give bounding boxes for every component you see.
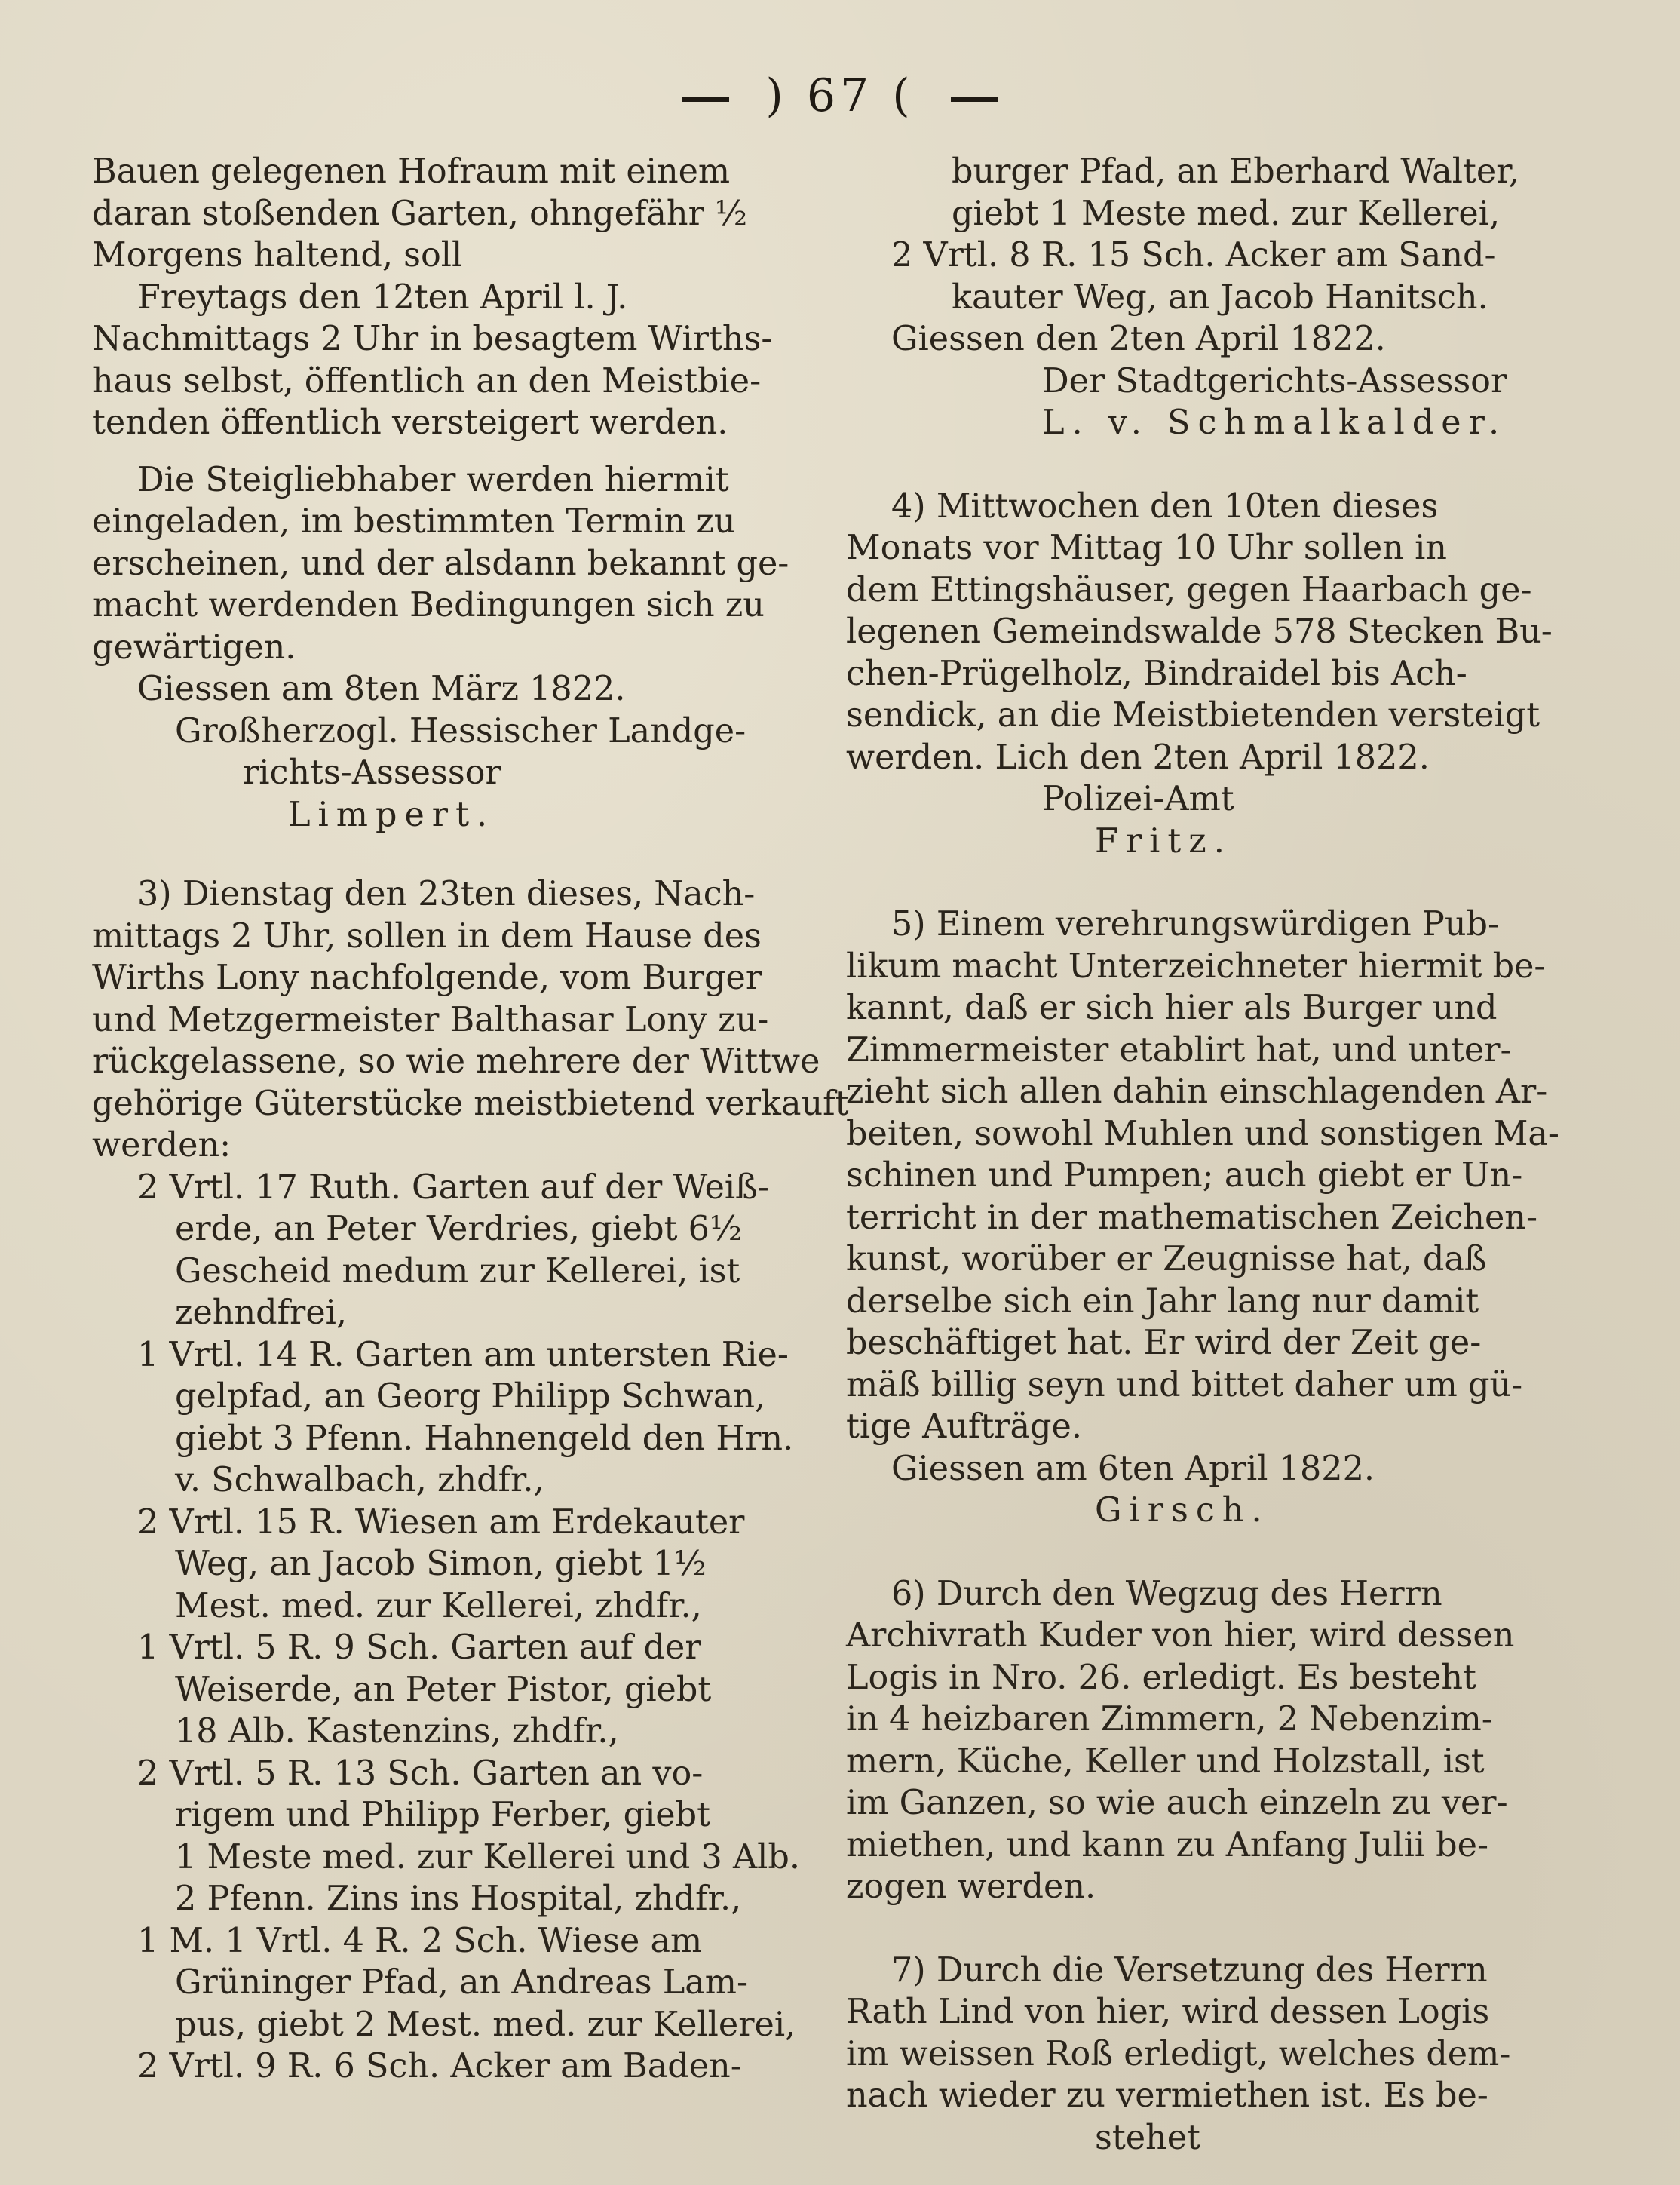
text-line: Giessen am 8ten März 1822. bbox=[137, 670, 626, 708]
text-line: Nachmittags 2 Uhr in besagtem Wirths- bbox=[92, 320, 773, 358]
paragraph-gap bbox=[846, 1908, 1593, 1950]
text-line: Freytags den 12ten April l. J. bbox=[137, 278, 628, 317]
paragraph-gap bbox=[92, 444, 823, 459]
text-line: 2 Pfenn. Zins ins Hospital, zhdfr., bbox=[175, 1880, 742, 1918]
text-line: chen-Prügelholz, Bindraidel bis Ach- bbox=[846, 654, 1467, 693]
text-line: haus selbst, öffentlich an den Meistbie- bbox=[92, 361, 762, 400]
text-line: giebt 1 Meste med. zur Kellerei, bbox=[952, 194, 1501, 233]
text-line: Mest. med. zur Kellerei, zhdfr., bbox=[175, 1586, 702, 1625]
text-line: 1 Meste med. zur Kellerei und 3 Alb. bbox=[175, 1837, 800, 1877]
text-line: Girsch. bbox=[1095, 1491, 1270, 1530]
text-line: stehet bbox=[1095, 2118, 1200, 2157]
text-line: 1 M. 1 Vrtl. 4 R. 2 Sch. Wiese am bbox=[137, 1921, 703, 1960]
text-line: eingeladen, im bestimmten Termin zu bbox=[92, 502, 736, 541]
text-line: Großherzogl. Hessischer Landge- bbox=[175, 711, 746, 750]
text-line: 1 Vrtl. 5 R. 9 Sch. Garten auf der bbox=[137, 1628, 701, 1667]
text-line: miethen, und kann zu Anfang Julii be- bbox=[846, 1825, 1489, 1864]
text-line: 2 Vrtl. 9 R. 6 Sch. Acker am Baden- bbox=[137, 2047, 742, 2085]
text-line: Giessen am 6ten April 1822. bbox=[891, 1449, 1375, 1488]
text-line: und Metzgermeister Balthasar Lony zu- bbox=[92, 1000, 769, 1039]
text-line: Archivrath Kuder von hier, wird dessen bbox=[846, 1616, 1515, 1655]
text-line: giebt 3 Pfenn. Hahnengeld den Hrn. bbox=[175, 1419, 794, 1458]
paragraph-gap bbox=[846, 444, 1593, 486]
text-line: schinen und Pumpen; auch giebt er Un- bbox=[846, 1156, 1523, 1195]
text-line: werden: bbox=[92, 1126, 231, 1165]
text-line: 2 Vrtl. 17 Ruth. Garten auf der Weiß- bbox=[137, 1168, 769, 1207]
text-line: Polizei-Amt bbox=[1042, 780, 1234, 818]
text-line: Morgens haltend, soll bbox=[92, 236, 463, 275]
text-line: 2 Vrtl. 5 R. 13 Sch. Garten an vo- bbox=[137, 1754, 704, 1793]
text-line: erscheinen, und der alsdann bekannt ge- bbox=[92, 544, 789, 583]
text-line: mern, Küche, Keller und Holzstall, ist bbox=[846, 1742, 1485, 1781]
text-line: kunst, worüber er Zeugnisse hat, daß bbox=[846, 1240, 1487, 1278]
text-line: Weg, an Jacob Simon, giebt 1½ bbox=[175, 1545, 707, 1583]
text-line: Weiserde, an Peter Pistor, giebt bbox=[175, 1670, 712, 1709]
text-line: tenden öffentlich versteigert werden. bbox=[92, 404, 728, 442]
text-line: Die Steigliebhaber werden hiermit bbox=[137, 460, 729, 499]
text-line: legenen Gemeindswalde 578 Stecken Bu- bbox=[846, 612, 1553, 651]
text-line: Wirths Lony nachfolgende, vom Burger bbox=[92, 959, 762, 997]
text-line: tige Aufträge. bbox=[846, 1407, 1082, 1446]
paragraph-gap bbox=[846, 1532, 1593, 1573]
text-line: Logis in Nro. 26. erledigt. Es besteht bbox=[846, 1658, 1476, 1697]
text-line: beschäftiget hat. Er wird der Zeit ge- bbox=[846, 1324, 1482, 1362]
text-line: daran stoßenden Garten, ohngefähr ½ bbox=[92, 194, 748, 233]
text-line: 4) Mittwochen den 10ten dieses bbox=[891, 486, 1439, 526]
text-line: Rath Lind von hier, wird dessen Logis bbox=[846, 1993, 1490, 2031]
text-line: beiten, sowohl Muhlen und sonstigen Ma- bbox=[846, 1114, 1559, 1153]
text-line: in 4 heizbaren Zimmern, 2 Nebenzim- bbox=[846, 1700, 1493, 1738]
header-dash-left bbox=[682, 97, 729, 102]
text-line: mittags 2 Uhr, sollen in dem Hause des bbox=[92, 916, 762, 956]
right-column bbox=[846, 151, 1593, 2159]
text-line: 5) Einem verehrungswürdigen Pub- bbox=[891, 905, 1500, 944]
page-header bbox=[0, 69, 1680, 122]
text-line: zogen werden. bbox=[846, 1867, 1096, 1906]
text-line: 2 Vrtl. 15 R. Wiesen am Erdekauter bbox=[137, 1502, 745, 1542]
text-line: 7) Durch die Versetzung des Herrn bbox=[891, 1950, 1488, 1990]
text-line: nach wieder zu vermiethen ist. Es be- bbox=[846, 2076, 1488, 2115]
text-line: zehndfrei, bbox=[175, 1294, 348, 1332]
text-line: rückgelassene, so wie mehrere der Wittwe bbox=[92, 1042, 820, 1081]
text-line: zieht sich allen dahin einschlagenden Ar- bbox=[846, 1073, 1548, 1111]
text-line: burger Pfad, an Eberhard Walter, bbox=[952, 152, 1519, 191]
text-line: richts-Assessor bbox=[243, 753, 501, 792]
text-line: im weissen Roß erledigt, welches dem- bbox=[846, 2034, 1511, 2073]
text-line: erde, an Peter Verdries, giebt 6½ bbox=[175, 1210, 743, 1248]
text-line: gewärtigen. bbox=[92, 628, 296, 667]
header-dash-right bbox=[951, 97, 998, 102]
text-line: macht werdenden Bedingungen sich zu bbox=[92, 586, 765, 625]
text-line: kauter Weg, an Jacob Hanitsch. bbox=[952, 278, 1488, 317]
text-line: L. v. Schmalkalder. bbox=[1042, 404, 1507, 442]
text-line: Limpert. bbox=[288, 795, 495, 834]
text-line: 1 Vrtl. 14 R. Garten am untersten Rie- bbox=[137, 1335, 789, 1374]
text-line: Gescheid medum zur Kellerei, ist bbox=[175, 1251, 740, 1290]
left-column bbox=[92, 151, 849, 2088]
text-line: gelpfad, an Georg Philipp Schwan, bbox=[175, 1377, 766, 1416]
text-line: kannt, daß er sich hier als Burger und bbox=[846, 989, 1498, 1027]
text-line: dem Ettingshäuser, gegen Haarbach ge- bbox=[846, 570, 1532, 609]
text-line: pus, giebt 2 Mest. med. zur Kellerei, bbox=[175, 2005, 796, 2044]
text-line: rigem und Philipp Ferber, giebt bbox=[175, 1796, 711, 1834]
text-line: 18 Alb. Kastenzins, zhdfr., bbox=[175, 1712, 619, 1751]
text-line: 6) Durch den Wegzug des Herrn bbox=[891, 1574, 1442, 1613]
text-line: derselbe sich ein Jahr lang nur damit bbox=[846, 1281, 1479, 1321]
text-line: terricht in der mathematischen Zeichen- bbox=[846, 1198, 1537, 1237]
text-line: Monats vor Mittag 10 Uhr sollen in bbox=[846, 529, 1447, 567]
text-line: Zimmermeister etablirt hat, und unter- bbox=[846, 1030, 1512, 1069]
text-line: likum macht Unterzeichneter hiermit be- bbox=[846, 947, 1546, 986]
paragraph-gap bbox=[92, 836, 823, 873]
paragraph-gap bbox=[846, 862, 1593, 904]
text-line: 3) Dienstag den 23ten dieses, Nach- bbox=[137, 875, 756, 913]
text-line: Fritz. bbox=[1095, 821, 1232, 861]
text-line: 2 Vrtl. 8 R. 15 Sch. Acker am Sand- bbox=[891, 236, 1496, 275]
text-line: werden. Lich den 2ten April 1822. bbox=[846, 738, 1430, 777]
page-number: ) 67 ( bbox=[765, 69, 915, 122]
text-line: mäß billig seyn und bittet daher um gü- bbox=[846, 1365, 1523, 1404]
text-line: sendick, an die Meistbietenden versteigt bbox=[846, 696, 1541, 735]
text-line: Der Stadtgerichts-Assessor bbox=[1042, 361, 1507, 400]
text-line: gehörige Güterstücke meistbietend verkauft bbox=[92, 1084, 849, 1123]
text-line: im Ganzen, so wie auch einzeln zu ver- bbox=[846, 1784, 1508, 1822]
text-line: Grüninger Pfad, an Andreas Lam- bbox=[175, 1963, 749, 2002]
text-line: Giessen den 2ten April 1822. bbox=[891, 320, 1386, 358]
text-line: Bauen gelegenen Hofraum mit einem bbox=[92, 152, 731, 191]
text-line: v. Schwalbach, zhdfr., bbox=[175, 1461, 544, 1499]
